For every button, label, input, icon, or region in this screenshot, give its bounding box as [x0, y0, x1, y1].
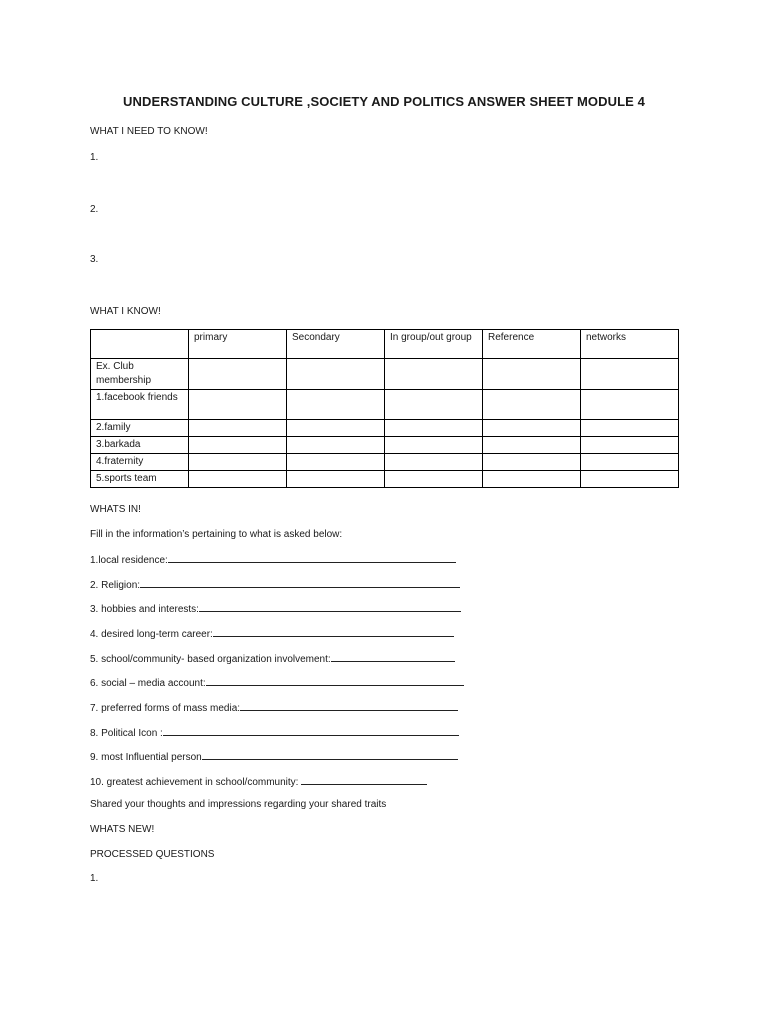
field-label: 6. social – media account:	[90, 678, 206, 689]
answer-blank[interactable]	[206, 676, 464, 686]
answer-cell[interactable]	[189, 437, 287, 454]
answer-cell[interactable]	[287, 390, 385, 420]
table-header-cell: Reference	[483, 330, 581, 359]
answer-cell[interactable]	[287, 454, 385, 471]
row-label: 5.sports team	[91, 471, 189, 488]
answer-cell[interactable]	[483, 437, 581, 454]
answer-blank[interactable]	[140, 578, 460, 588]
answer-cell[interactable]	[189, 454, 287, 471]
answer-blank[interactable]	[301, 775, 427, 785]
fill-field-local-residence	[90, 553, 456, 566]
need-to-know-item-3: 3.	[90, 254, 99, 265]
answer-cell[interactable]	[385, 420, 483, 437]
answer-cell[interactable]	[581, 454, 679, 471]
fill-field-political-icon	[90, 726, 459, 739]
social-groups-table	[90, 329, 679, 488]
answer-cell[interactable]	[483, 454, 581, 471]
answer-cell[interactable]	[581, 437, 679, 454]
table-header-cell: In group/out group	[385, 330, 483, 359]
table-row	[91, 471, 679, 488]
need-to-know-item-2: 2.	[90, 204, 99, 215]
field-label: 8. Political Icon :	[90, 728, 163, 739]
section-heading-what-i-need-to-know: WHAT I NEED TO KNOW!	[90, 126, 208, 137]
answer-blank[interactable]	[240, 701, 458, 711]
section-heading-what-i-know: WHAT I KNOW!	[90, 306, 161, 317]
answer-cell[interactable]	[287, 359, 385, 390]
table-header-cell: primary	[189, 330, 287, 359]
answer-cell[interactable]	[287, 471, 385, 488]
answer-cell[interactable]	[385, 454, 483, 471]
table-header-row	[91, 330, 679, 359]
fill-field-achievement	[90, 775, 427, 788]
table-header-cell	[91, 330, 189, 359]
answer-blank[interactable]	[202, 750, 458, 760]
answer-cell[interactable]	[581, 471, 679, 488]
field-label: 4. desired long-term career:	[90, 629, 213, 640]
table-row	[91, 437, 679, 454]
field-label: 5. school/community- based organization involvement:	[90, 654, 331, 665]
table-header-cell: networks	[581, 330, 679, 359]
answer-blank[interactable]	[199, 602, 461, 612]
whats-in-instruction: Fill in the information’s pertaining to what is asked below:	[90, 529, 343, 540]
answer-blank[interactable]	[213, 627, 454, 637]
table-row	[91, 420, 679, 437]
answer-cell[interactable]	[581, 359, 679, 390]
answer-blank[interactable]	[168, 553, 456, 563]
answer-blank[interactable]	[331, 652, 455, 662]
fill-field-hobbies	[90, 602, 461, 615]
fill-field-career	[90, 627, 454, 640]
field-label: 1.local residence:	[90, 555, 168, 566]
row-label: Ex. Club membership	[91, 359, 189, 390]
answer-cell[interactable]	[483, 390, 581, 420]
section-heading-whats-new: WHATS NEW!	[90, 824, 155, 835]
field-label: 10. greatest achievement in school/community:	[90, 777, 302, 788]
answer-cell[interactable]	[189, 420, 287, 437]
section-heading-whats-in: WHATS IN!	[90, 504, 141, 515]
answer-cell[interactable]	[483, 359, 581, 390]
fill-field-organization	[90, 652, 455, 665]
field-label: 7. preferred forms of mass media:	[90, 703, 241, 714]
answer-blank[interactable]	[163, 726, 459, 736]
field-label: 3. hobbies and interests:	[90, 604, 199, 615]
row-label: 4.fraternity	[91, 454, 189, 471]
field-label: 2. Religion:	[90, 580, 141, 591]
shared-traits-prompt: Shared your thoughts and impressions regarding your shared traits	[90, 799, 387, 810]
fill-field-social-media	[90, 676, 464, 689]
table-row	[91, 390, 679, 420]
answer-cell[interactable]	[287, 420, 385, 437]
answer-cell[interactable]	[385, 390, 483, 420]
processed-question-item-1: 1.	[90, 873, 99, 884]
need-to-know-item-1: 1.	[90, 152, 99, 163]
table-header-cell: Secondary	[287, 330, 385, 359]
answer-cell[interactable]	[385, 437, 483, 454]
answer-cell[interactable]	[483, 471, 581, 488]
answer-cell[interactable]	[581, 390, 679, 420]
fill-field-influential-person	[90, 750, 458, 763]
answer-cell[interactable]	[189, 359, 287, 390]
answer-cell[interactable]	[385, 471, 483, 488]
answer-cell[interactable]	[483, 420, 581, 437]
document-title: UNDERSTANDING CULTURE ,SOCIETY AND POLITICS ANSWER SHEET MODULE 4	[123, 94, 645, 109]
answer-cell[interactable]	[189, 471, 287, 488]
row-label: 1.facebook friends	[91, 390, 189, 420]
table-row	[91, 359, 679, 390]
fill-field-mass-media	[90, 701, 458, 714]
table-row	[91, 454, 679, 471]
answer-cell[interactable]	[581, 420, 679, 437]
answer-cell[interactable]	[287, 437, 385, 454]
field-label: 9. most Influential person	[90, 752, 202, 763]
processed-questions-heading: PROCESSED QUESTIONS	[90, 849, 215, 860]
row-label: 3.barkada	[91, 437, 189, 454]
answer-cell[interactable]	[189, 390, 287, 420]
row-label: 2.family	[91, 420, 189, 437]
fill-field-religion	[90, 578, 460, 591]
answer-cell[interactable]	[385, 359, 483, 390]
